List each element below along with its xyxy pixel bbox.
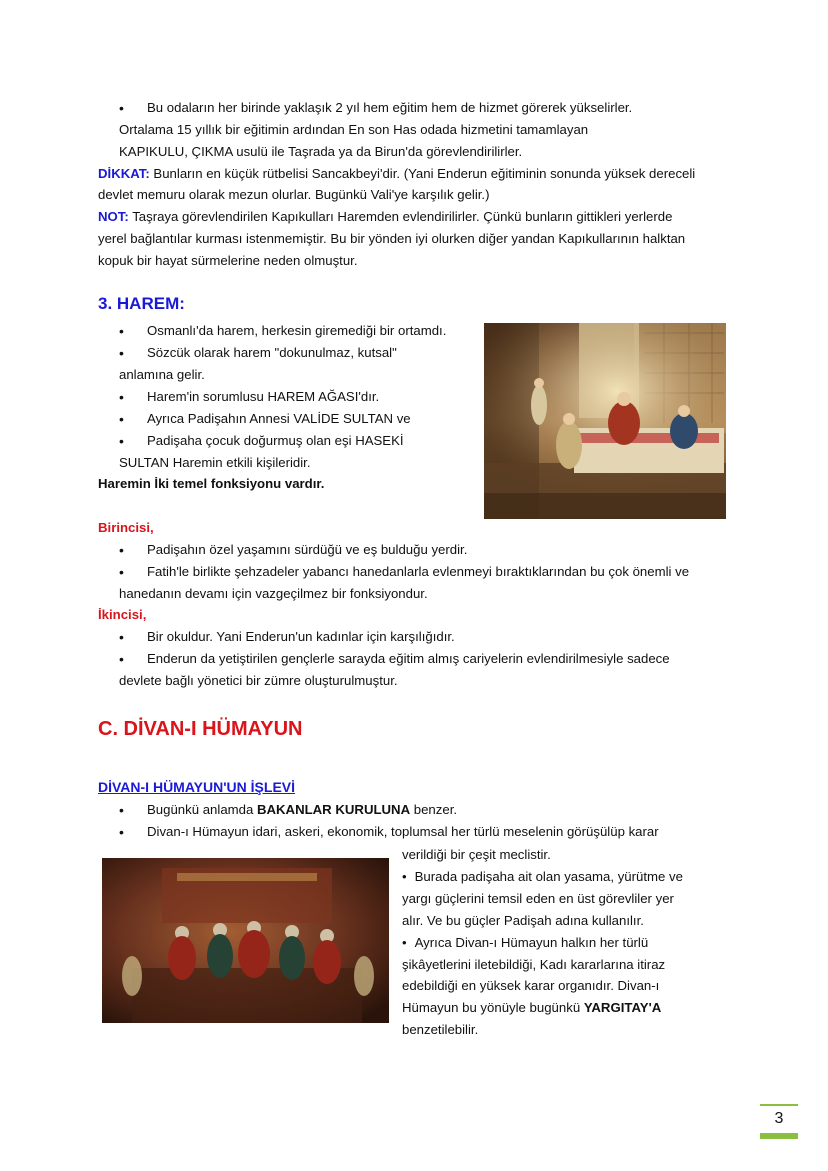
harem-heading: 3. HAREM:: [98, 294, 185, 313]
page-number-rule-bottom: [760, 1133, 798, 1139]
divan-b4-l4-bold: YARGITAY'A: [583, 1000, 662, 1015]
paragraph-line: [402, 998, 661, 1018]
bullet-item: [147, 800, 457, 820]
not-label: NOT:: [98, 209, 129, 224]
paragraph-line: alır. Ve bu güçler Padişah adına kullanılır.: [402, 913, 644, 928]
bullet-item: • Osmanlı'da harem, herkesin giremediği bir ortamdı.: [147, 321, 446, 341]
first-label: Birincisi,: [98, 520, 154, 535]
bullet-item: • Padişahın özel yaşamını sürdüğü ve eş bulduğu yerdir.: [147, 540, 467, 560]
bullet-item: • Fatih'le birlikte şehzadeler yabancı hanedanlarla evlenmeyi bıraktıklarından bu çok önemli ve: [147, 562, 689, 582]
bullet-item: • Ayrıca Padişahın Annesi VALİDE SULTAN ve: [147, 409, 411, 429]
bullet-item: [402, 867, 683, 887]
divan-b1-post: benzer.: [410, 802, 458, 817]
divan-b3: Burada padişaha ait olan yasama, yürütme ve: [414, 869, 683, 884]
harem-painting-icon: [484, 323, 726, 519]
bullet-item: • Sözcük olarak harem "dokunulmaz, kutsal": [147, 343, 397, 363]
paragraph-line: Ortalama 15 yıllık bir eğitimin ardından En son Has odada hizmetini tamamlayan: [119, 122, 589, 137]
bullet-item: • Bir okuldur. Yani Enderun'un kadınlar için karşılığıdır.: [147, 627, 455, 647]
bullet-dot-icon: •: [402, 869, 407, 884]
dikkat-label: DİKKAT:: [98, 166, 150, 181]
bullet-item: • Divan-ı Hümayun idari, askeri, ekonomik, toplumsal her türlü meselenin görüşülüp karar: [147, 822, 659, 842]
harem-painting-image: [484, 323, 726, 519]
not-note: [98, 207, 672, 227]
paragraph-line: kopuk bir hayat sürmelerine neden olmuştur.: [98, 253, 358, 268]
page-number-box: [760, 1104, 798, 1138]
paragraph-line: SULTAN Haremin etkili kişileridir.: [119, 455, 311, 470]
divan-b1-bold: BAKANLAR KURULUNA: [256, 802, 411, 817]
paragraph-line: edebildiği en yüksek karar organıdır. Divan-ı: [402, 978, 660, 993]
paragraph-line: devlet memuru olarak mezun olurlar. Bugünkü Vali'ye karşılık gelir.): [98, 187, 490, 202]
paragraph-line: devlete bağlı yönetici bir zümre oluşturulmuştur.: [119, 673, 398, 688]
divan-b4-l4-pre: Hümayun bu yönüyle bugünkü: [402, 1000, 584, 1015]
bullet-dot-icon: •: [402, 935, 407, 950]
paragraph-line: KAPIKULU, ÇIKMA usulü ile Taşrada ya da Birun'da görevlendirilirler.: [119, 144, 523, 159]
paragraph-line: şikâyetlerini iletebildiği, Kadı kararlarına itiraz: [402, 957, 666, 972]
bullet-item: • Harem'in sorumlusu HAREM AĞASI'dır.: [147, 387, 379, 407]
paragraph-line: yerel bağlantılar kurması istenmemiştir. Bu bir yönden iyi olurken diğer yandan Kapıkullarının halktan: [98, 231, 686, 246]
paragraph-line: verildiği bir çeşit meclistir.: [402, 847, 551, 862]
paragraph-line: hanedanın devamı için vazgeçilmez bir fonksiyondur.: [119, 586, 428, 601]
harem-functions-line: Haremin İki temel fonksiyonu vardır.: [98, 476, 325, 491]
divan-subheading: DİVAN-I HÜMAYUN'UN İŞLEVİ: [98, 779, 296, 795]
divan-heading: C. DİVAN-I HÜMAYUN: [98, 718, 303, 740]
second-label: İkincisi,: [98, 607, 147, 622]
bullet-item: [402, 933, 648, 953]
page-number-rule-top: [760, 1104, 798, 1106]
paragraph-line: yargı güçlerini temsil eden en üst görevliler yer: [402, 891, 674, 906]
page-number: 3: [774, 1110, 784, 1127]
bullet-item: • Enderun da yetiştirilen gençlerle sarayda eğitim almış cariyelerin evlendirilmesiyle sadece: [147, 649, 670, 669]
not-text: Taşraya görevlendirilen Kapıkulları Haremden evlendirilirler. Çünkü bunların gittikleri yerlerde: [128, 209, 673, 224]
dikkat-note: [98, 164, 695, 184]
bullet-item: • Padişaha çocuk doğurmuş olan eşi HASEKİ: [147, 431, 404, 451]
divan-painting-image: [102, 858, 389, 1023]
paragraph-line: anlamına gelir.: [119, 367, 205, 382]
divan-b4: Ayrıca Divan-ı Hümayun halkın her türlü: [414, 935, 649, 950]
paragraph-line: benzetilebilir.: [402, 1022, 479, 1037]
dikkat-text: Bunların en küçük rütbelisi Sancakbeyi'dir. (Yani Enderun eğitiminin sonunda yüksek dereceli: [149, 166, 696, 181]
divan-painting-icon: [102, 858, 389, 1023]
bullet-item: • Bu odaların her birinde yaklaşık 2 yıl hem eğitim hem de hizmet görerek yükselirler.: [147, 98, 632, 118]
divan-b1-pre: Bugünkü anlamda: [147, 802, 257, 817]
